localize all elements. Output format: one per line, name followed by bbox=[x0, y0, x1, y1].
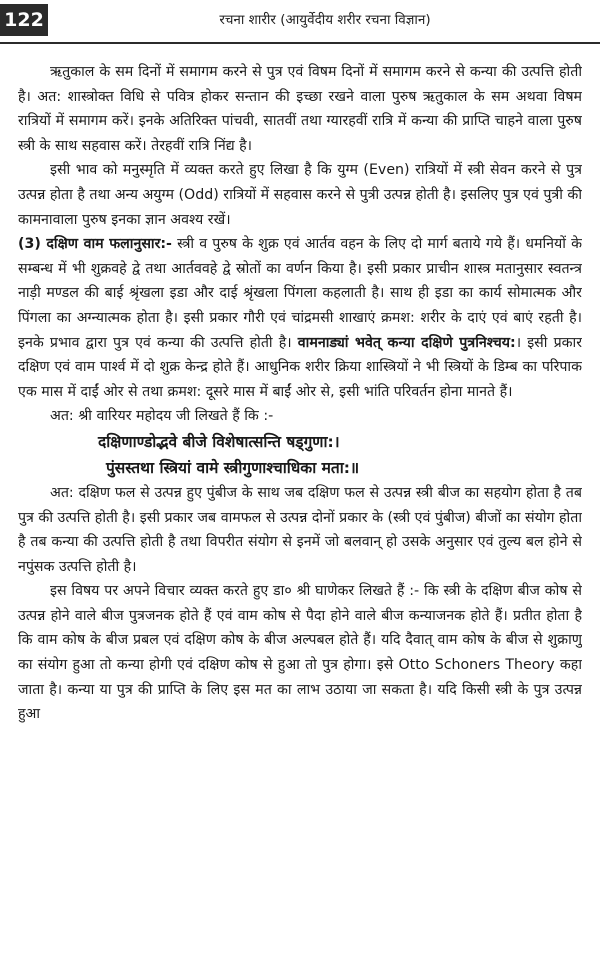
paragraph-4: अत: श्री वारियर महोदय जी लिखते हैं कि :- bbox=[50, 408, 274, 425]
paragraph-1: ऋतुकाल के सम दिनों में समागम करने से पुत्र एवं विषम दिनों में समागम करने से कन्या की उत्पत्ति होती है। अत: शास्त्रोक्त विधि से पवित्र होकर सन्तान की इच्छा रखने वाला पुरुष ऋतुकाल के सम अथवा विषम रात्रियों में समागम करें। इनके अतिरिक्त पांचवी, सातवीं तथा ग्यारहवीं रात्रि में कन्या की प्राप्ति चाहने वाला पुरुष स्त्री के साथ सहवास करें। तेरहवीं रात्रि निंद्य है। bbox=[18, 64, 582, 154]
verse-line-1: दक्षिणाण्डोद्भवे बीजे विशेषात्सन्ति षड्गुणा:। bbox=[98, 432, 340, 451]
running-title: रचना शारीर (आयुर्वेदीय शरीर रचना विज्ञान) bbox=[219, 12, 431, 28]
paragraph-6: इस विषय पर अपने विचार व्यक्त करते हुए डा० श्री घाणेकर लिखते हैं :- कि स्त्री के दक्षिण बीज कोष से उत्पन्न होने वाले बीज पुत्रजनक होते हैं एवं वाम कोष से पैदा होने वाले बीज कन्याजनक होते हैं। प्रतीत होता है कि वाम कोष के बीज प्रबल एवं दक्षिण कोष के बीज अल्पबल होते हैं। यदि दैवात् वाम कोष के बीज से शुक्राणु का संयोग हुआ तो कन्या होगी एवं दक्षिण कोष से हुआ तो पुत्र होगा। इसे Otto Schoners Theory कहा जाता है। कन्या या पुत्र की प्राप्ति के लिए इस मत का लाभ उठाया जा सकता है। यदि किसी स्त्री के पुत्र उत्पन्न हुआ bbox=[18, 583, 582, 723]
paragraph-3-text-a: स्त्री व पुरुष के शुक्र एवं आर्तव वहन के लिए दो मार्ग बताये गये हैं। धमनियों के सम्बन्ध में भी शुक्रवहे द्वे तथा आर्तववहे द्वे स्रोतों का वर्णन किया है। इसी प्रकार प्राचीन शास्त्र मतानुसार स्वतन्त्र नाड़ी मण्डल की बाई श्रृंखला इडा और दाई श्रृंखला पिंगला कहलाती है। साथ ही इडा का कार्य सोमात्मक और पिंगला का अग्न्यात्मक होता है। इसी प्रकार गौरी एवं चांद्रमसी शाखाएं क्रमश: शरीर के दाएं एवं बाएं रहती है। इनके प्रभाव द्वारा पुत्र एवं कन्या की उत्पत्ति होती है। bbox=[18, 236, 582, 351]
paragraph-5: अत: दक्षिण फल से उत्पन्न हुए पुंबीज के साथ जब दक्षिण फल से उत्पन्न स्त्री बीज का सहयोग होता है तब पुत्र की उत्पत्ति होती है। इसी प्रकार जब वामफल से उत्पन्न दोनों प्रकार के (स्त्री एवं पुंबीज) बीजों का संयोग होता है तब कन्या की उत्पत्ति होती है तथा विपरीत संयोग से इनमें जो बलवान् हो उसके अनुसार एवं तुल्य बल होने से नपुंसक उत्पत्ति होती है। bbox=[18, 484, 582, 575]
paragraph-2: इसी भाव को मनुस्मृति में व्यक्त करते हुए लिखा है कि युग्म (Even) रात्रियों में स्त्री सेवन करने से पुत्र उत्पन्न होता है तथा अन्य अयुग्म (Odd) रात्रियों में सहवास करने से पुत्री उत्पन्न होती है। इसलिए पुत्र एवं पुत्री की कामनावाला पुरुष इनका ज्ञान अवश्य रखें। bbox=[18, 162, 582, 228]
sanskrit-quote: वामनाड्यां भवेत् कन्या दक्षिणे पुत्रनिश्चय: bbox=[297, 334, 516, 351]
header-divider bbox=[0, 42, 600, 44]
page-number: 122 bbox=[0, 4, 48, 36]
page-body bbox=[18, 60, 582, 970]
paragraph-3 bbox=[18, 232, 582, 404]
verse-line-2: पुंसस्तथा स्त्रियां वामे स्त्रीगुणाश्चाधिका मता:॥ bbox=[106, 458, 360, 477]
page-header bbox=[0, 0, 600, 44]
paragraph-3-text-b: । इसी प्रकार दक्षिण एवं वाम पार्श्व में दो शुक्र केन्द्र होते हैं। आधुनिक शरीर क्रिया शास्त्रियों ने भी स्त्रियों के डिम्ब का परिपाक एक मास में दाईं ओर से तथा क्रमश: दूसरे मास में बाईं ओर से, इसी भांति परिवर्तन होना मानते हैं। bbox=[18, 334, 582, 400]
section-heading: (3) दक्षिण वाम फलानुसार:- bbox=[18, 236, 172, 253]
